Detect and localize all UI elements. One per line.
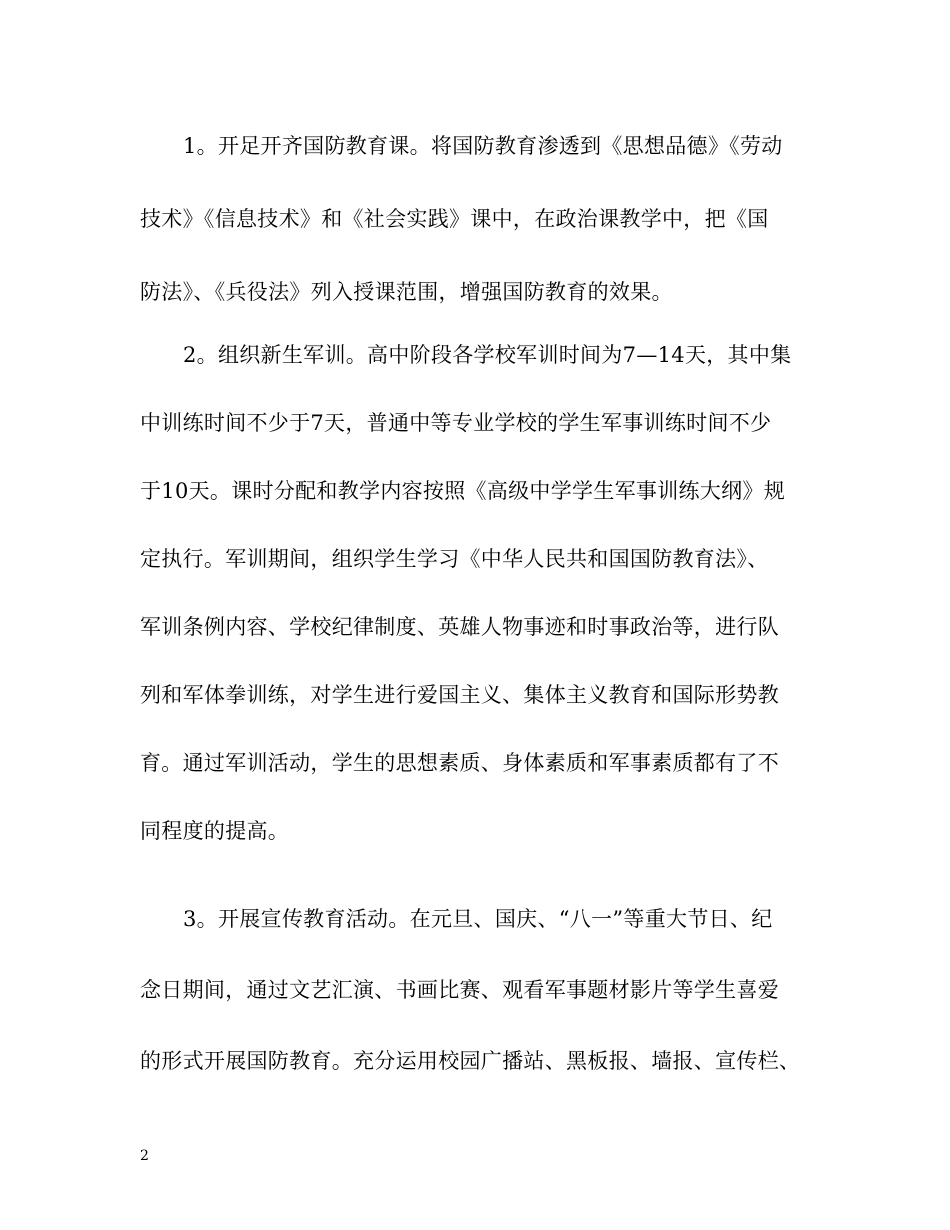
paragraph-3-line-3: 的形式开展国防教育。充分运用校园广播站、黑板报、墙报、宣传栏、 xyxy=(140,1049,801,1073)
paragraph-2-line-8: 同程度的提高。 xyxy=(140,819,290,843)
paragraph-3-line-1: 3。开展宣传教育活动。在元旦、国庆、“八一”等重大节日、纪 xyxy=(183,907,773,931)
paragraph-3-line-2: 念日期间，通过文艺汇演、书画比赛、观看军事题材影片等学生喜爱 xyxy=(140,978,779,1002)
paragraph-2-line-6: 列和军体拳训练，对学生进行爱国主义、集体主义教育和国际形势教 xyxy=(140,683,779,707)
page-number: 2 xyxy=(140,1148,149,1164)
paragraph-1-line-3: 防法》、《兵役法》列入授课范围，增强国防教育的效果。 xyxy=(140,280,673,304)
paragraph-2-line-2: 中训练时间不少于7天，普通中等专业学校的学生军事训练时间不少 xyxy=(140,411,772,435)
paragraph-2-line-3: 于10天。课时分配和教学内容按照《高级中学学生军事训练大纲》规 xyxy=(140,479,786,503)
paragraph-1-line-1: 1。开足开齐国防教育课。将国防教育渗透到《思想品德》《劳动 xyxy=(183,134,783,158)
paragraph-1-line-2: 技术》《信息技术》和《社会实践》课中，在政治课教学中，把《国 xyxy=(140,207,769,231)
paragraph-2-line-5: 军训条例内容、学校纪律制度、英雄人物事迹和时事政治等，进行队 xyxy=(140,615,779,639)
paragraph-2-line-1: 2。组织新生军训。高中阶段各学校军训时间为7—14天，其中集 xyxy=(183,343,792,367)
paragraph-2-line-4: 定执行。军训期间，组织学生学习《中华人民共和国国防教育法》、 xyxy=(140,547,769,571)
paragraph-2-line-7: 育。通过军训活动，学生的思想素质、身体素质和军事素质都有了不 xyxy=(140,751,779,775)
